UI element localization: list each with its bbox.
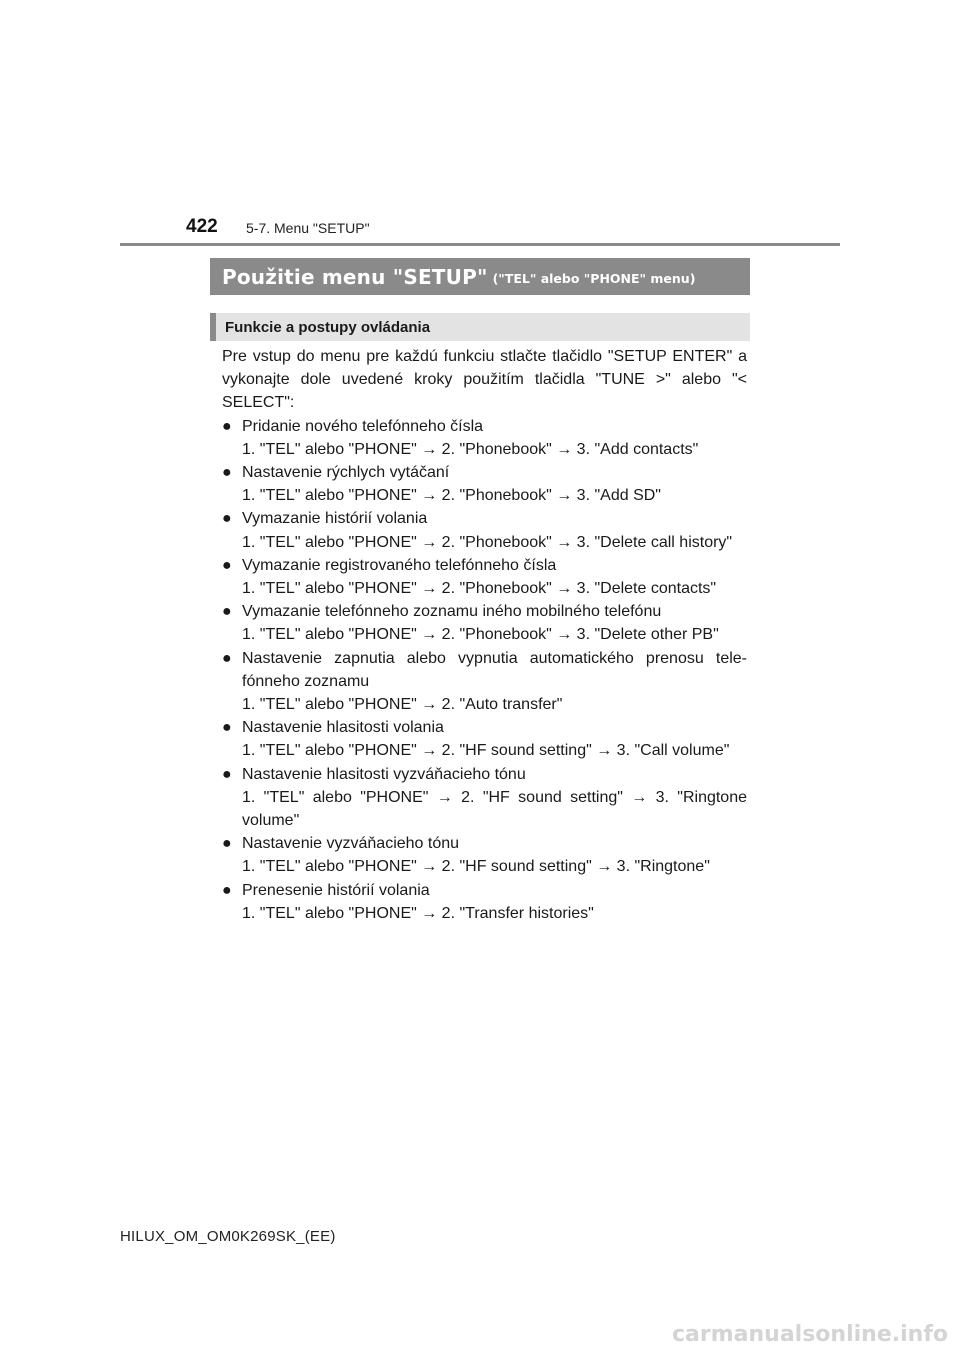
item-menu-path: 1. "TEL" alebo "PHONE" → 2. "HF sound setting" → 3. "Ringtone volume" [242, 788, 747, 830]
list-item [222, 763, 747, 833]
list-item [222, 415, 747, 461]
bullet-icon: ● [222, 881, 232, 899]
watermark: carmanualsonline.info [672, 1322, 948, 1347]
list-item [222, 716, 747, 762]
header-rule [120, 243, 840, 246]
item-menu-path: 1. "TEL" alebo "PHONE" → 2. "HF sound setting" → 3. "Ringtone" [242, 858, 710, 876]
item-title: Vymazanie histórií volania [242, 510, 428, 528]
item-menu-path: 1. "TEL" alebo "PHONE" → 2. "Transfer histories" [242, 904, 594, 922]
list-item [222, 832, 747, 878]
item-title: Nastavenie vyzváňacieho tónu [242, 835, 460, 853]
list-item [222, 507, 747, 553]
section-title: Použitie menu "SETUP" [222, 264, 488, 289]
bullet-icon: ● [222, 719, 232, 737]
subsection-bar [210, 313, 750, 341]
item-title: Vymazanie registrovaného telefónneho čísla [242, 556, 557, 574]
bullet-icon: ● [222, 649, 232, 667]
procedure-list [222, 415, 747, 925]
item-title: Pridanie nového telefónneho čísla [242, 417, 484, 435]
item-menu-path: 1. "TEL" alebo "PHONE" → 2. "Phonebook" → 3. "Add SD" [242, 487, 661, 505]
list-item [222, 554, 747, 600]
item-title: Prenesenie histórií volania [242, 881, 430, 899]
bullet-icon: ● [222, 464, 232, 482]
content-body [222, 345, 747, 925]
list-item [222, 600, 747, 646]
bullet-icon: ● [222, 765, 232, 783]
intro-paragraph: Pre vstup do menu pre každú funkciu stlačte tlačidlo "SETUP ENTER" a vykonajte dole uvedené kroky použitím tlačidla "TUNE >" alebo "< SELECT": [222, 348, 747, 412]
bullet-icon: ● [222, 417, 232, 435]
item-title: Nastavenie hlasitosti volania [242, 719, 444, 737]
page-number: 422 [186, 216, 218, 237]
item-menu-path: 1. "TEL" alebo "PHONE" → 2. "HF sound setting" → 3. "Call volume" [242, 742, 730, 760]
bullet-icon: ● [222, 556, 232, 574]
footer-code: HILUX_OM_OM0K269SK_(EE) [120, 1228, 336, 1245]
bullet-icon: ● [222, 510, 232, 528]
list-item [222, 879, 747, 925]
item-title: Vymazanie telefónneho zoznamu iného mobilného telefónu [242, 603, 662, 621]
item-menu-path: 1. "TEL" alebo "PHONE" → 2. "Phonebook" → 3. "Delete call history" [242, 533, 733, 551]
section-title-bar [210, 258, 750, 295]
section-title-sub: ("TEL" alebo "PHONE" menu) [492, 271, 696, 286]
item-title: Nastavenie zapnutia alebo vypnutia automatického prenosu tele-fónneho zoznamu [242, 649, 747, 690]
item-menu-path: 1. "TEL" alebo "PHONE" → 2. "Phonebook" → 3. "Delete contacts" [242, 580, 717, 598]
item-menu-path: 1. "TEL" alebo "PHONE" → 2. "Phonebook" → 3. "Add contacts" [242, 440, 699, 458]
list-item [222, 647, 747, 717]
section-reference: 5-7. Menu "SETUP" [246, 220, 370, 236]
item-menu-path: 1. "TEL" alebo "PHONE" → 2. "Auto transfer" [242, 696, 563, 714]
subsection-title: Funkcie a postupy ovládania [225, 318, 431, 336]
list-item [222, 461, 747, 507]
item-menu-path: 1. "TEL" alebo "PHONE" → 2. "Phonebook" → 3. "Delete other PB" [242, 626, 719, 644]
bullet-icon: ● [222, 835, 232, 853]
item-title: Nastavenie rýchlych vytáčaní [242, 464, 450, 482]
item-title: Nastavenie hlasitosti vyzváňacieho tónu [242, 765, 526, 783]
bullet-icon: ● [222, 603, 232, 621]
